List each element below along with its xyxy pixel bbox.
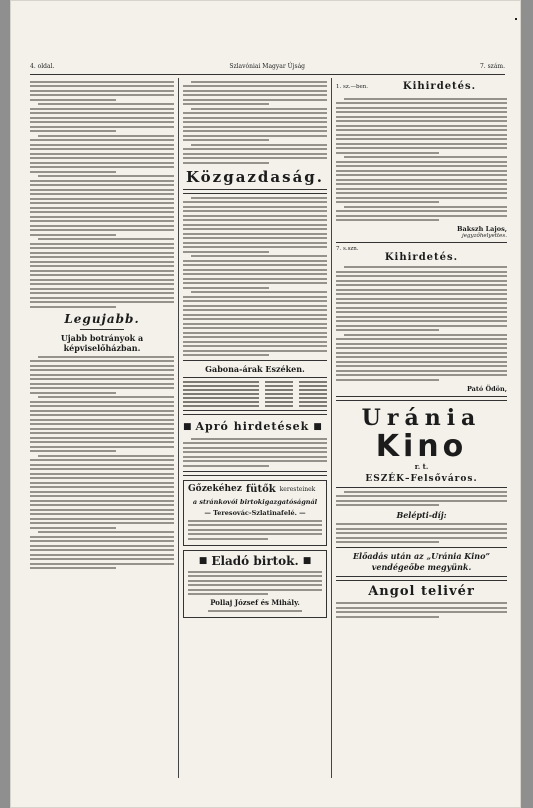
notice-signature: Bakszh Lajos, [457, 225, 507, 233]
article-text [183, 81, 327, 164]
notice-signature-title: jegyzőhelyettes. [462, 233, 507, 239]
table-title: Gabona-árak Eszéken. [205, 364, 305, 374]
horse-ad-title: Angol telivér [368, 584, 475, 599]
classified-text [183, 438, 327, 467]
advertisement-estate: ■ Eladó birtok. ■ Pollaj József és Mihály. [183, 550, 327, 618]
cinema-kino: Kino [375, 428, 468, 464]
entry-fee-heading: Belépti-díj: [396, 510, 447, 520]
column-left [30, 78, 174, 778]
article-text [183, 197, 327, 357]
page-header [30, 60, 505, 72]
article-headline: Ujabb botrányok a képviselőházban. [60, 332, 144, 353]
advertisement-stokers: Gőzekéhez fütők keresteinek a stránkovói birtokigazgatóságnál — Teresovác-Szlatinafelé. — [183, 480, 327, 547]
issue-number: 7. szám. [479, 62, 505, 70]
square-bullet-icon: ■ [313, 421, 322, 432]
notice-signature: Pató Ödön, [466, 384, 507, 393]
article-text [30, 81, 174, 308]
notice-heading: Kihirdetés. [402, 81, 477, 92]
page-number: 4. oldal. [30, 62, 55, 70]
horse-advertisement [336, 584, 507, 618]
notice-reference: 1. sz.—ben. [336, 83, 369, 90]
header-rule [30, 74, 505, 75]
advertiser-name: Pollaj József és Mihály. [210, 598, 300, 607]
square-bullet-icon: ■ [198, 556, 208, 566]
notice-text [336, 98, 507, 222]
newspaper-page [10, 0, 521, 808]
cinema-name: Uránia [361, 404, 482, 431]
grain-price-table [183, 381, 327, 407]
cinema-advertisement: Uránia Kino r. t. ESZÉK–Felsőváros. Belépti-díj: Előadás után az „Uránia Kino” vendégeőbe megyünk. [336, 405, 507, 582]
classified-heading: ■ Apró hirdetések ■ [183, 420, 322, 433]
column-right [336, 78, 507, 778]
cinema-location: ESZÉK–Felsőváros. [365, 473, 478, 484]
notice-text [336, 266, 507, 381]
column-divider [331, 78, 332, 778]
cinema-slogan: Előadás után az „Uránia Kino” vendégeőbe megyünk. [352, 551, 491, 572]
square-bullet-icon: ■ [302, 556, 312, 566]
column-middle [183, 78, 327, 778]
square-bullet-icon: ■ [183, 421, 192, 432]
masthead-title: Szlavóniai Magyar Újság [229, 62, 306, 70]
notice-reference: 7. s.szn. [336, 246, 359, 252]
notice-heading: Kihirdetés. [384, 252, 459, 263]
column-divider [178, 78, 179, 778]
section-heading: Legujabb. [64, 311, 140, 326]
article-text [30, 356, 174, 570]
registration-mark [515, 18, 517, 20]
section-heading: Közgazdaság. [185, 167, 325, 186]
